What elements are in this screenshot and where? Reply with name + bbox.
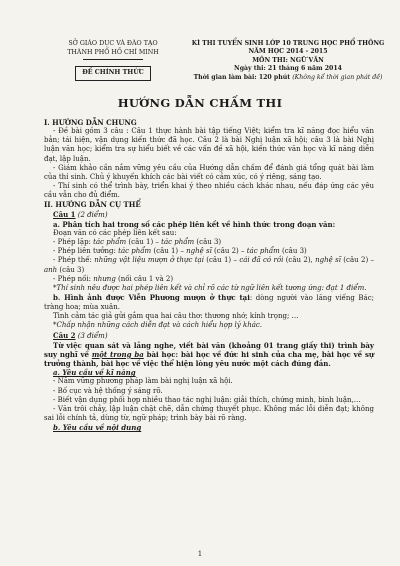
exam-time bbox=[188, 74, 388, 82]
question-2a-item-4: - Văn trôi chảy, lập luận chặt chẽ, dẫn chứng thuyết phục. Không mắc lỗi diễn đạt; không sai lỗi chính tả, dùng từ, ngữ pháp; trình bày bài rõ ràng. bbox=[44, 404, 374, 422]
list-item-substitution: - Phép thế: những vật liệu mượn ở thực tại (câu 1) – cái đã có rồi (câu 2), nghệ sĩ (câu 2) – anh (câu 3) bbox=[44, 256, 375, 274]
question-1a-title: a. Phân tích hai trong số các phép liên kết về hình thức trong đoạn văn: bbox=[53, 219, 336, 229]
section-1-paragraph-3: - Thí sinh có thể trình bày, triển khai ý theo nhiều cách khác nhau, nếu đáp ứng các yêu cầu vẫn cho đủ điểm. bbox=[44, 182, 374, 200]
question-2a-title: a. Yêu cầu về kĩ năng bbox=[53, 368, 136, 378]
exam-time-note: (Không kể thời gian phát đề) bbox=[292, 73, 383, 81]
dept-line-1: SỞ GIÁO DỤC VÀ ĐÀO TẠO bbox=[68, 40, 158, 47]
official-label: ĐỀ CHÍNH THỨC bbox=[75, 66, 150, 81]
list-item-repetition: - Phép lặp: tác phẩm (câu 1) – tác phẩm (câu 3) bbox=[53, 238, 222, 247]
section-2-heading: II. HƯỚNG DẪN CỤ THỂ bbox=[44, 200, 141, 210]
question-1b-title: b. Hình ảnh được Viễn Phương mượn ở thực tại bbox=[53, 292, 250, 302]
section-1-paragraph-2: - Giám khảo cần nắm vững yêu cầu của Hướng dẫn chấm để đánh giá tổng quát bài làm của thí sinh. Chủ ý khuyến khích các bài viết có cảm xúc, có ý riêng, sáng tạo. bbox=[44, 163, 374, 181]
document-body bbox=[44, 118, 374, 432]
question-1-heading bbox=[44, 210, 374, 220]
question-1a-intro: Đoạn văn có các phép liên kết sau: bbox=[53, 228, 177, 237]
section-1-heading: I. HƯỚNG DẪN CHUNG bbox=[44, 118, 137, 127]
question-1b-text: : dòng người vào lăng viếng Bác; tràng hoa; mùa xuân. bbox=[44, 293, 374, 312]
exam-line-1: KÌ THI TUYỂN SINH LỚP 10 TRUNG HỌC PHỔ THÔNG bbox=[191, 40, 385, 47]
question-1-points: (2 điểm) bbox=[77, 210, 108, 219]
question-1b bbox=[44, 293, 374, 312]
question-2a-item-3: - Biết vận dụng phối hợp nhiều thao tác nghị luận: giải thích, chứng minh, bình luận,… bbox=[53, 395, 361, 404]
question-1b-paragraph-2: Tình cảm tác giả gửi gắm qua hai câu thơ: thương nhớ; kính trọng; … bbox=[53, 312, 299, 321]
dept-line-2: THÀNH PHỐ HỒ CHÍ MINH bbox=[67, 48, 159, 56]
question-2b-title: b. Yêu cầu về nội dung bbox=[53, 423, 142, 433]
exam-time-main: Thời gian làm bài: 120 phút bbox=[193, 73, 291, 81]
question-2-label: Câu 2 bbox=[53, 330, 76, 340]
note-2: *Chấp nhận những cách diễn đạt và cách hiểu hợp lý khác. bbox=[53, 321, 263, 330]
question-1-label: Câu 1 bbox=[53, 209, 76, 219]
list-item-association: - Phép liên tưởng: tác phẩm (câu 1) – nghệ sĩ (câu 2) – tác phẩm (câu 3) bbox=[53, 247, 307, 256]
question-2a-item-2: - Bố cục và hệ thống ý sáng rõ. bbox=[53, 386, 163, 395]
note-1: *Thí sinh nêu được hai phép liên kết và chỉ rõ các từ ngữ liên kết tương ứng: đạt 1 điểm. bbox=[53, 283, 367, 292]
section-1-paragraph-1: - Đề bài gồm 3 câu : Câu 1 thực hành bài tập tiếng Việt; kiểm tra kĩ năng đọc hiểu văn bản; tái hiện, vận dụng kiến thức đã học. Câu 2 là bài Nghị luận xã hội; câu 3 là bài Nghị luận văn học; kiểm tra sự hiểu biết về các vấn đề xã hội, kiến thức văn học và kĩ năng diễn đạt, lập luận. bbox=[44, 127, 374, 163]
list-item-conjunction: - Phép nối: nhưng (nối câu 1 và 2) bbox=[53, 274, 174, 283]
exam-line-2: NĂM HỌC 2014 - 2015 bbox=[248, 48, 328, 56]
exam-line-3: MÔN THI: NGỮ VĂN bbox=[252, 56, 324, 64]
issuer-block bbox=[38, 40, 188, 81]
question-2a-item-1: - Nắm vững phương pháp làm bài nghị luận xã hội. bbox=[53, 377, 233, 386]
question-2-heading bbox=[44, 331, 374, 341]
exam-info-block bbox=[188, 40, 388, 82]
page-title: HƯỚNG DẪN CHẤM THI bbox=[117, 96, 283, 110]
question-2-points: (3 điểm) bbox=[77, 331, 108, 340]
page-number: 1 bbox=[197, 550, 203, 558]
header-rule bbox=[83, 59, 143, 60]
question-2-prompt: Từ việc quan sát và lắng nghe, viết bài văn (khoảng 01 trang giấy thi) trình bày suy nghĩ về một trong ba bài học: bài học về đức hi sinh của cha mẹ, bài học về sự trưởng thành, bài học về việc thể hiện lòng yêu nước một cách đúng đắn. bbox=[44, 340, 374, 369]
exam-date: Ngày thi: 21 tháng 6 năm 2014 bbox=[234, 65, 342, 73]
